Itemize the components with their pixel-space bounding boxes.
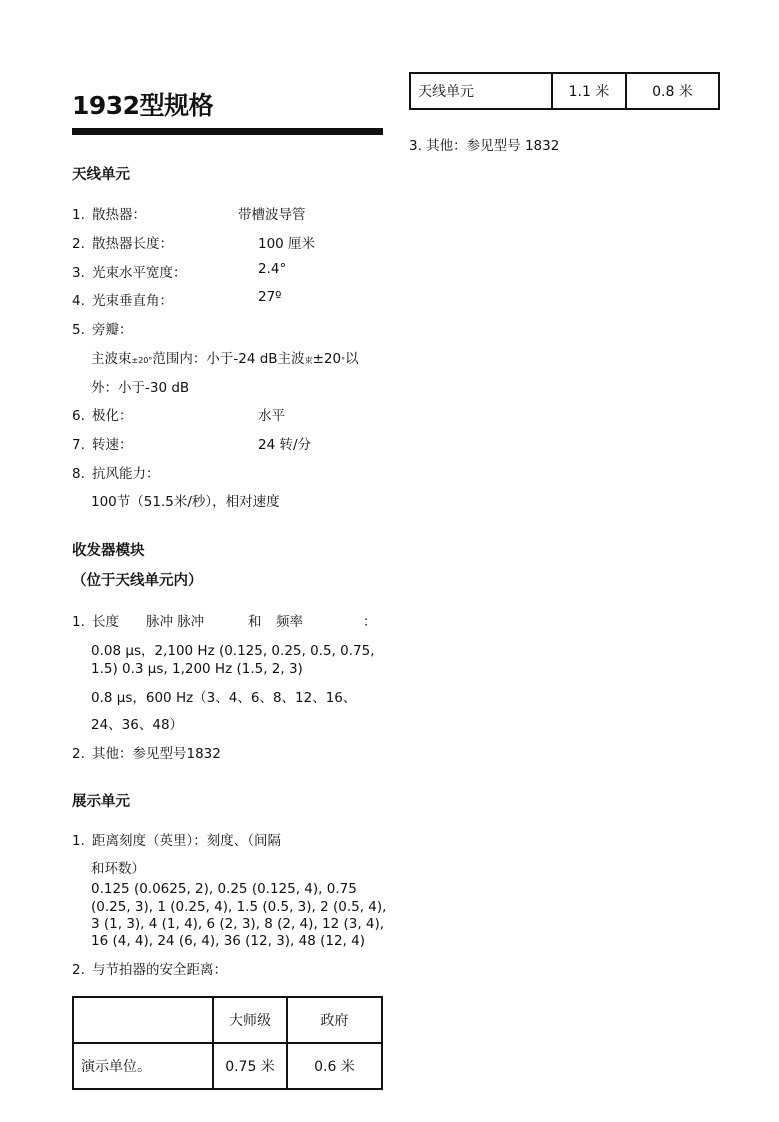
- pulse-line-3: 0.8 μs，600 Hz（3、4、6、8、12、16、: [91, 690, 357, 706]
- transceiver-subheading: （位于天线单元内）: [72, 573, 203, 589]
- polarization-value: 水平: [258, 408, 285, 424]
- table-cell: 0.75 米: [213, 1043, 287, 1089]
- transceiver-item-1: 1. 长度 脉冲 脉冲 和 频率 ：: [72, 614, 377, 630]
- table-header-master: 大师级: [213, 997, 287, 1043]
- display-item-2: 2. 与节拍器的安全距离：: [72, 962, 227, 978]
- table-row: [73, 997, 382, 1043]
- display-item-1-cont: 和环数）: [91, 861, 145, 877]
- table-header-government: 政府: [287, 997, 382, 1043]
- radiator-value: 带槽波导管: [238, 207, 306, 223]
- antenna-item-7: 7. 转速： 24 转/分: [72, 433, 382, 453]
- range-line-4: 16 (4, 4), 24 (6, 4), 36 (12, 3), 48 (12, 4): [91, 933, 365, 949]
- pulse-line-2: 1.5) 0.3 μs, 1,200 Hz (1.5, 2, 3): [91, 661, 303, 677]
- right-note: 3. 其他：参见型号 1832: [409, 138, 560, 154]
- rotation-value: 24 转/分: [258, 437, 312, 453]
- range-line-3: 3 (1, 3), 4 (1, 4), 6 (2, 3), 8 (2, 4), 12 (3, 4),: [91, 916, 385, 932]
- safety-table: [72, 996, 383, 1090]
- display-heading: 展示单元: [72, 794, 130, 810]
- page-title: 1932型规格: [72, 91, 214, 120]
- table-row: [410, 73, 719, 109]
- antenna-item-8: 8. 抗风能力：: [72, 466, 160, 482]
- antenna-heading: 天线单元: [72, 167, 130, 183]
- range-line-2: (0.25, 3), 1 (0.25, 4), 1.5 (0.5, 3), 2 (0.5, 4),: [91, 899, 387, 915]
- table-cell: 0.6 米: [287, 1043, 382, 1089]
- antenna-item-2: 2. 散热器长度： 100 厘米: [72, 232, 382, 252]
- table-row: [73, 1043, 382, 1089]
- safety-table-continued: [409, 72, 720, 110]
- antenna-item-3: 3. 光束水平宽度： 2.4°: [72, 261, 287, 281]
- sidelobe-line-1: 主波束±20°范围内：小于-24 dB主波束±20°以: [91, 351, 359, 367]
- wind-value: 100节（51.5米/秒），相对速度: [91, 494, 280, 510]
- pulse-line-4: 24、36、48）: [91, 717, 184, 733]
- transceiver-item-2: 2. 其他：参见型号1832: [72, 746, 221, 762]
- title-rule: [72, 128, 383, 135]
- pulse-line-1: 0.08 μs，2,100 Hz (0.125, 0.25, 0.5, 0.75,: [91, 643, 375, 659]
- beam-width-value: 2.4°: [258, 261, 287, 277]
- table-cell: [73, 997, 213, 1043]
- table-row-label: 天线单元: [410, 73, 552, 109]
- display-item-1: 1. 距离刻度（英里）：刻度、（间隔: [72, 833, 281, 849]
- sidelobe-line-2: 外：小于-30 dB: [91, 380, 190, 396]
- antenna-item-6: 6. 极化： 水平: [72, 404, 382, 424]
- antenna-item-4: 4. 光束垂直角： 27º: [72, 289, 282, 309]
- radiator-length-value: 100 厘米: [258, 236, 316, 252]
- table-cell: 0.8 米: [626, 73, 719, 109]
- table-cell: 1.1 米: [552, 73, 626, 109]
- antenna-item-1: 1. 散热器： 带槽波导管: [72, 203, 382, 223]
- table-row-label: 演示单位。: [73, 1043, 213, 1089]
- transceiver-heading: 收发器模块: [72, 543, 145, 559]
- beam-vertical-value: 27º: [258, 289, 282, 305]
- antenna-item-5: 5. 旁瓣：: [72, 322, 133, 338]
- range-line-1: 0.125 (0.0625, 2), 0.25 (0.125, 4), 0.75: [91, 881, 357, 897]
